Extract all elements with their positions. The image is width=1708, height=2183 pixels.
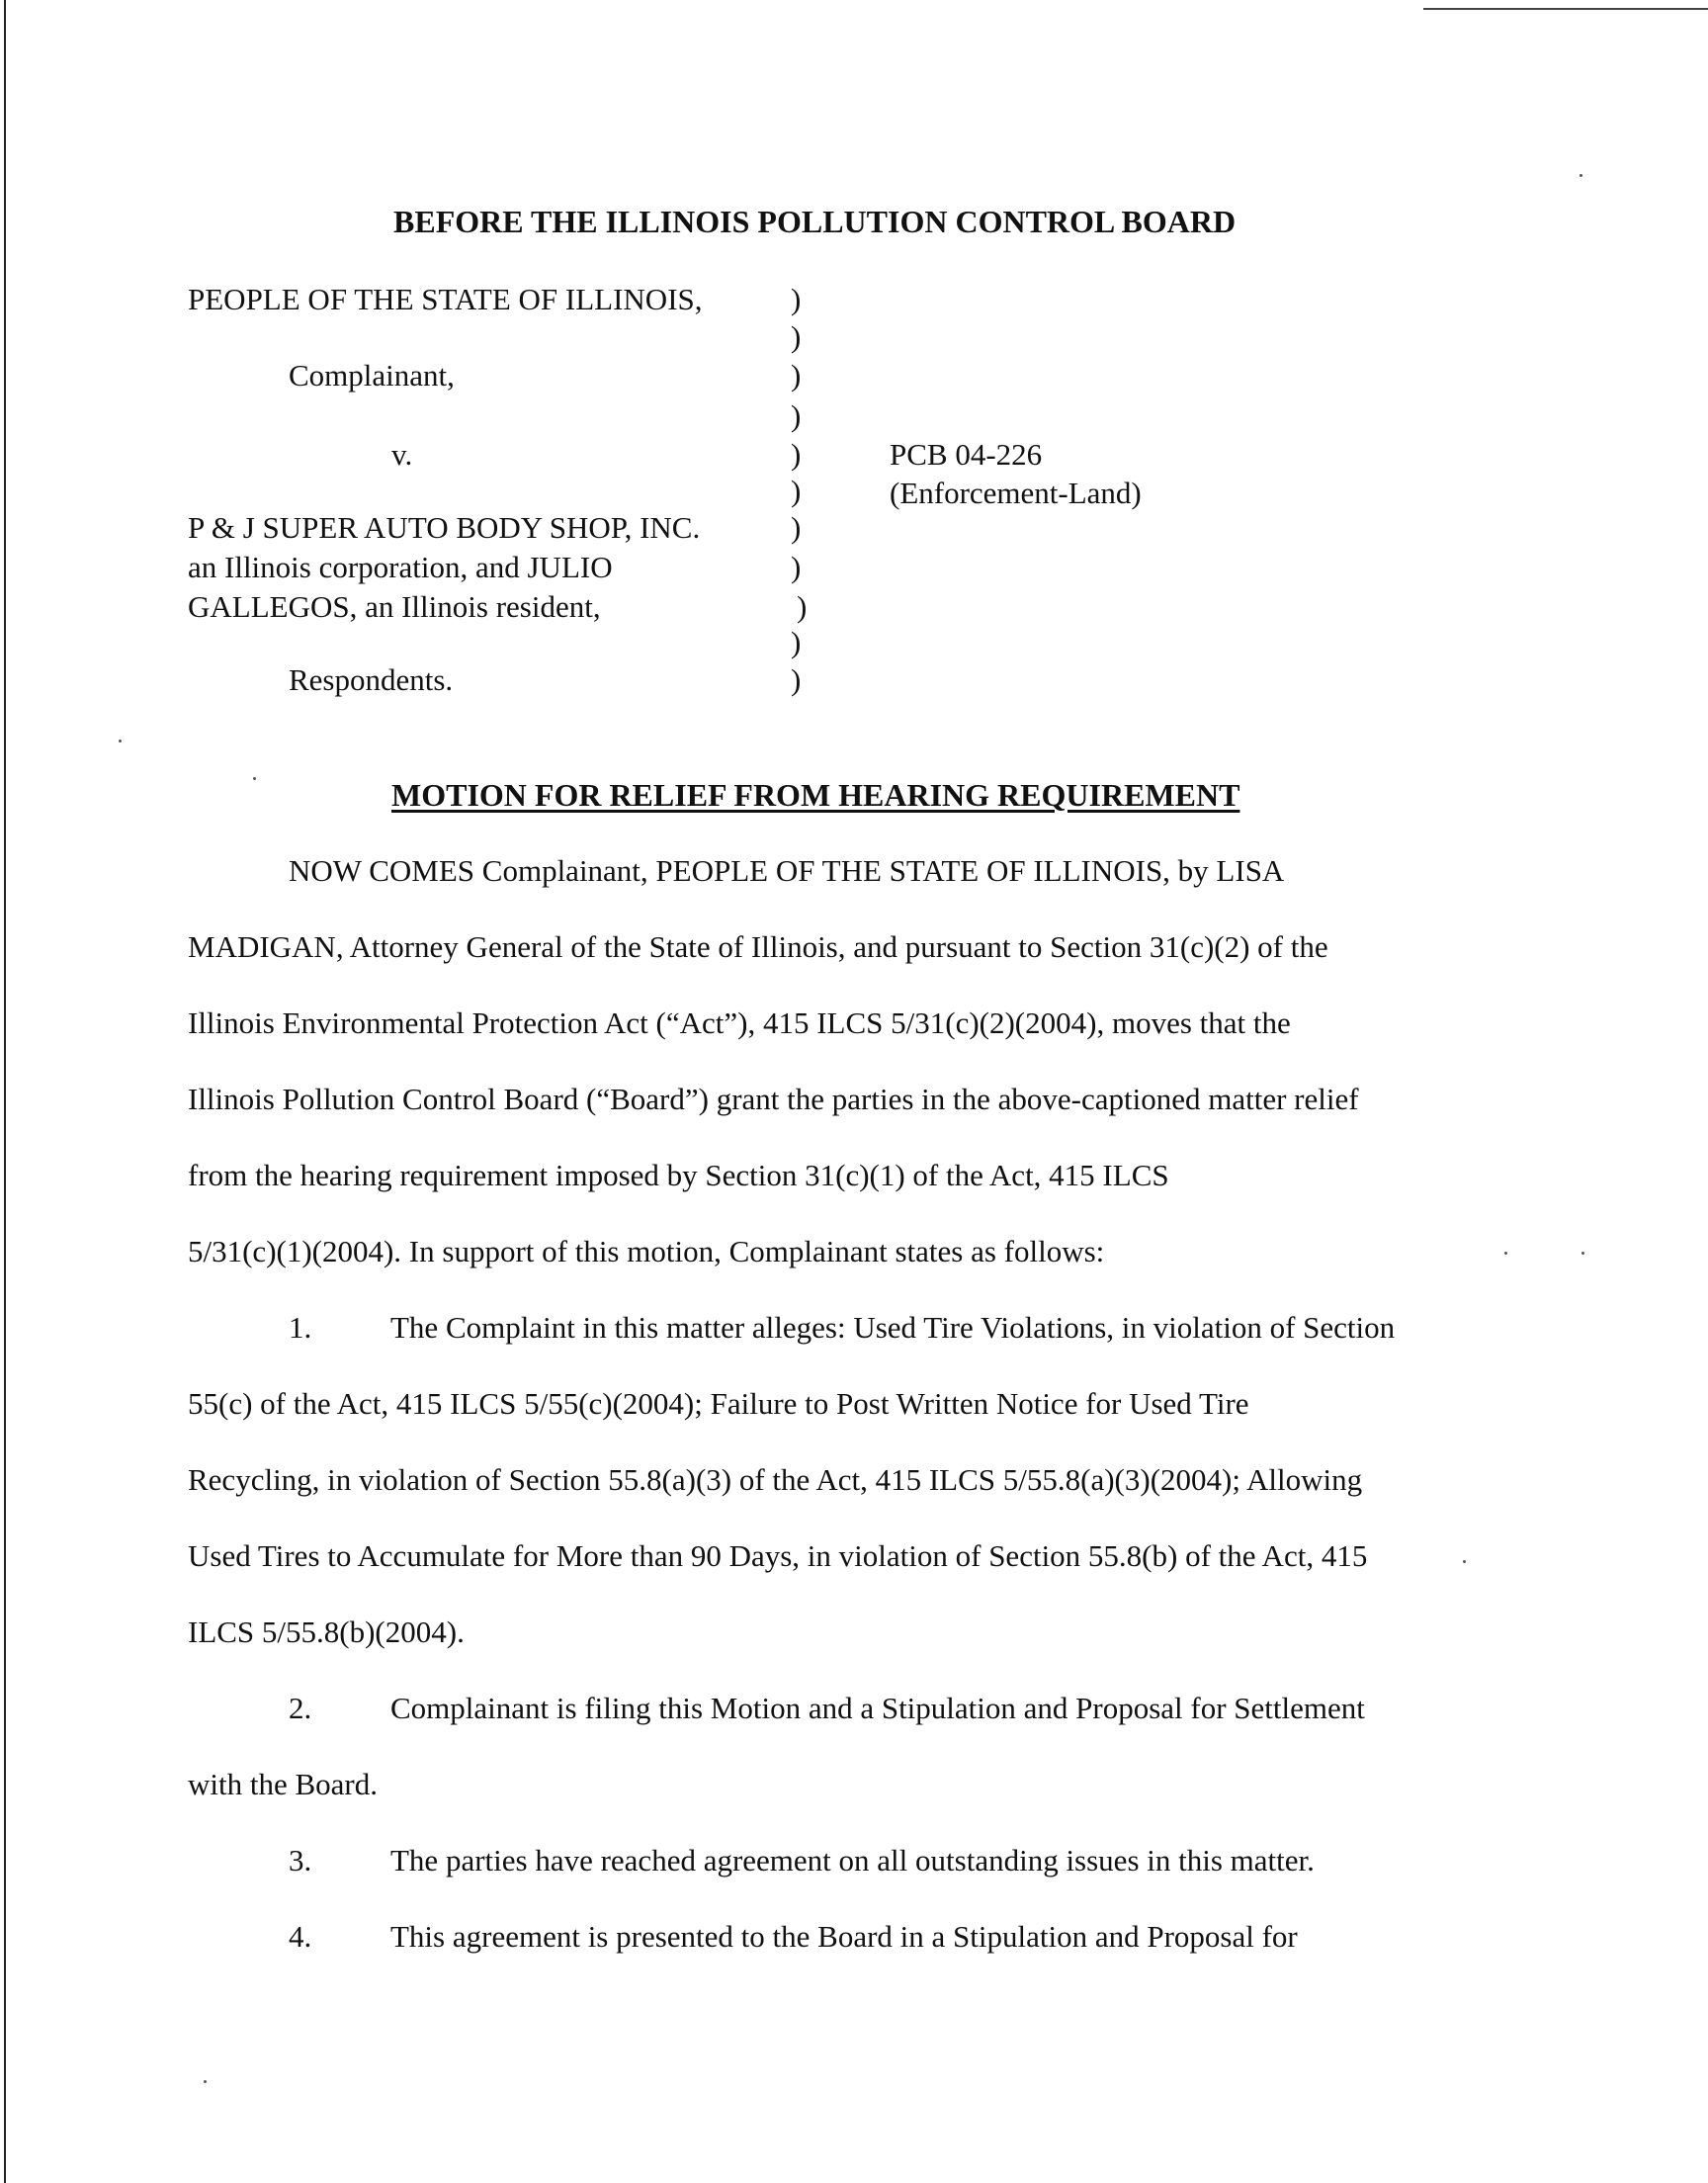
scan-speck [1504,1252,1507,1255]
intro-line: Illinois Pollution Control Board (“Board”) grant the parties in the above-captioned matter relief [188,1082,1359,1116]
motion-title: MOTION FOR RELIEF FROM HEARING REQUIREMENT [391,777,1240,813]
scan-speck [1581,1252,1584,1255]
scan-left-edge [4,0,6,2183]
caption-paren: ) [791,282,802,316]
scan-speck [1580,174,1582,177]
caption-paren: ) [791,398,802,433]
intro-line: Illinois Environmental Protection Act (“Act”), 415 ILCS 5/31(c)(2)(2004), moves that the [188,1005,1291,1040]
scan-top-rule [1423,8,1708,10]
paragraph-text: Used Tires to Accumulate for More than 90 Days, in violation of Section 55.8(b) of the Act, 415 [188,1538,1368,1573]
paragraph-text: 55(c) of the Act, 415 ILCS 5/55(c)(2004); Failure to Post Written Notice for Used Tire [188,1386,1249,1421]
intro-line: NOW COMES Complainant, PEOPLE OF THE STATE OF ILLINOIS, by LISA [289,853,1285,888]
paragraph-number: 3. [289,1843,312,1877]
caption-paren: ) [791,510,802,545]
caption-versus: v. [391,437,413,472]
court-heading: BEFORE THE ILLINOIS POLLUTION CONTROL BOARD [393,204,1237,239]
intro-line: MADIGAN, Attorney General of the State of Illinois, and pursuant to Section 31(c)(2) of the [188,929,1328,964]
caption-respondent-line-1: P & J SUPER AUTO BODY SHOP, INC. [188,510,701,545]
caption-paren: ) [791,474,802,508]
caption-respondent-role: Respondents. [289,662,454,697]
paragraph-number: 1. [289,1310,312,1345]
scan-speck [204,2080,207,2083]
caption-complainant-role: Complainant, [289,358,455,393]
caption-respondent-line-3: GALLEGOS, an Illinois resident, [188,589,601,624]
case-type: (Enforcement-Land) [890,476,1142,510]
case-number: PCB 04-226 [890,437,1043,472]
caption-respondent-line-2: an Illinois corporation, and JULIO [188,550,613,584]
paragraph-number: 4. [289,1919,312,1954]
paragraph-number: 2. [289,1691,312,1725]
caption-paren: ) [791,358,802,393]
paragraph-text: Complainant is filing this Motion and a Stipulation and Proposal for Settlement [390,1691,1365,1725]
scan-speck [1463,1560,1466,1563]
caption-paren: ) [791,662,802,697]
caption-paren: ) [791,625,802,659]
intro-line: from the hearing requirement imposed by Section 31(c)(1) of the Act, 415 ILCS [188,1158,1169,1192]
paragraph-text: Recycling, in violation of Section 55.8(a)(3) of the Act, 415 ILCS 5/55.8(a)(3)(2004); Allowing [188,1462,1363,1497]
scan-speck [119,740,122,742]
scan-speck [253,777,256,780]
caption-paren: ) [791,550,802,584]
paragraph-text: with the Board. [188,1767,378,1801]
paragraph-text: This agreement is presented to the Board in a Stipulation and Proposal for [390,1919,1298,1954]
caption-paren: ) [797,589,808,624]
paragraph-text: The parties have reached agreement on all outstanding issues in this matter. [390,1843,1315,1877]
paragraph-text: The Complaint in this matter alleges: Used Tire Violations, in violation of Section [390,1310,1396,1345]
paragraph-text: ILCS 5/55.8(b)(2004). [188,1615,465,1649]
intro-line: 5/31(c)(1)(2004). In support of this motion, Complainant states as follows: [188,1234,1105,1268]
caption-complainant-party: PEOPLE OF THE STATE OF ILLINOIS, [188,282,703,316]
caption-paren: ) [791,319,802,354]
caption-paren: ) [791,437,802,472]
